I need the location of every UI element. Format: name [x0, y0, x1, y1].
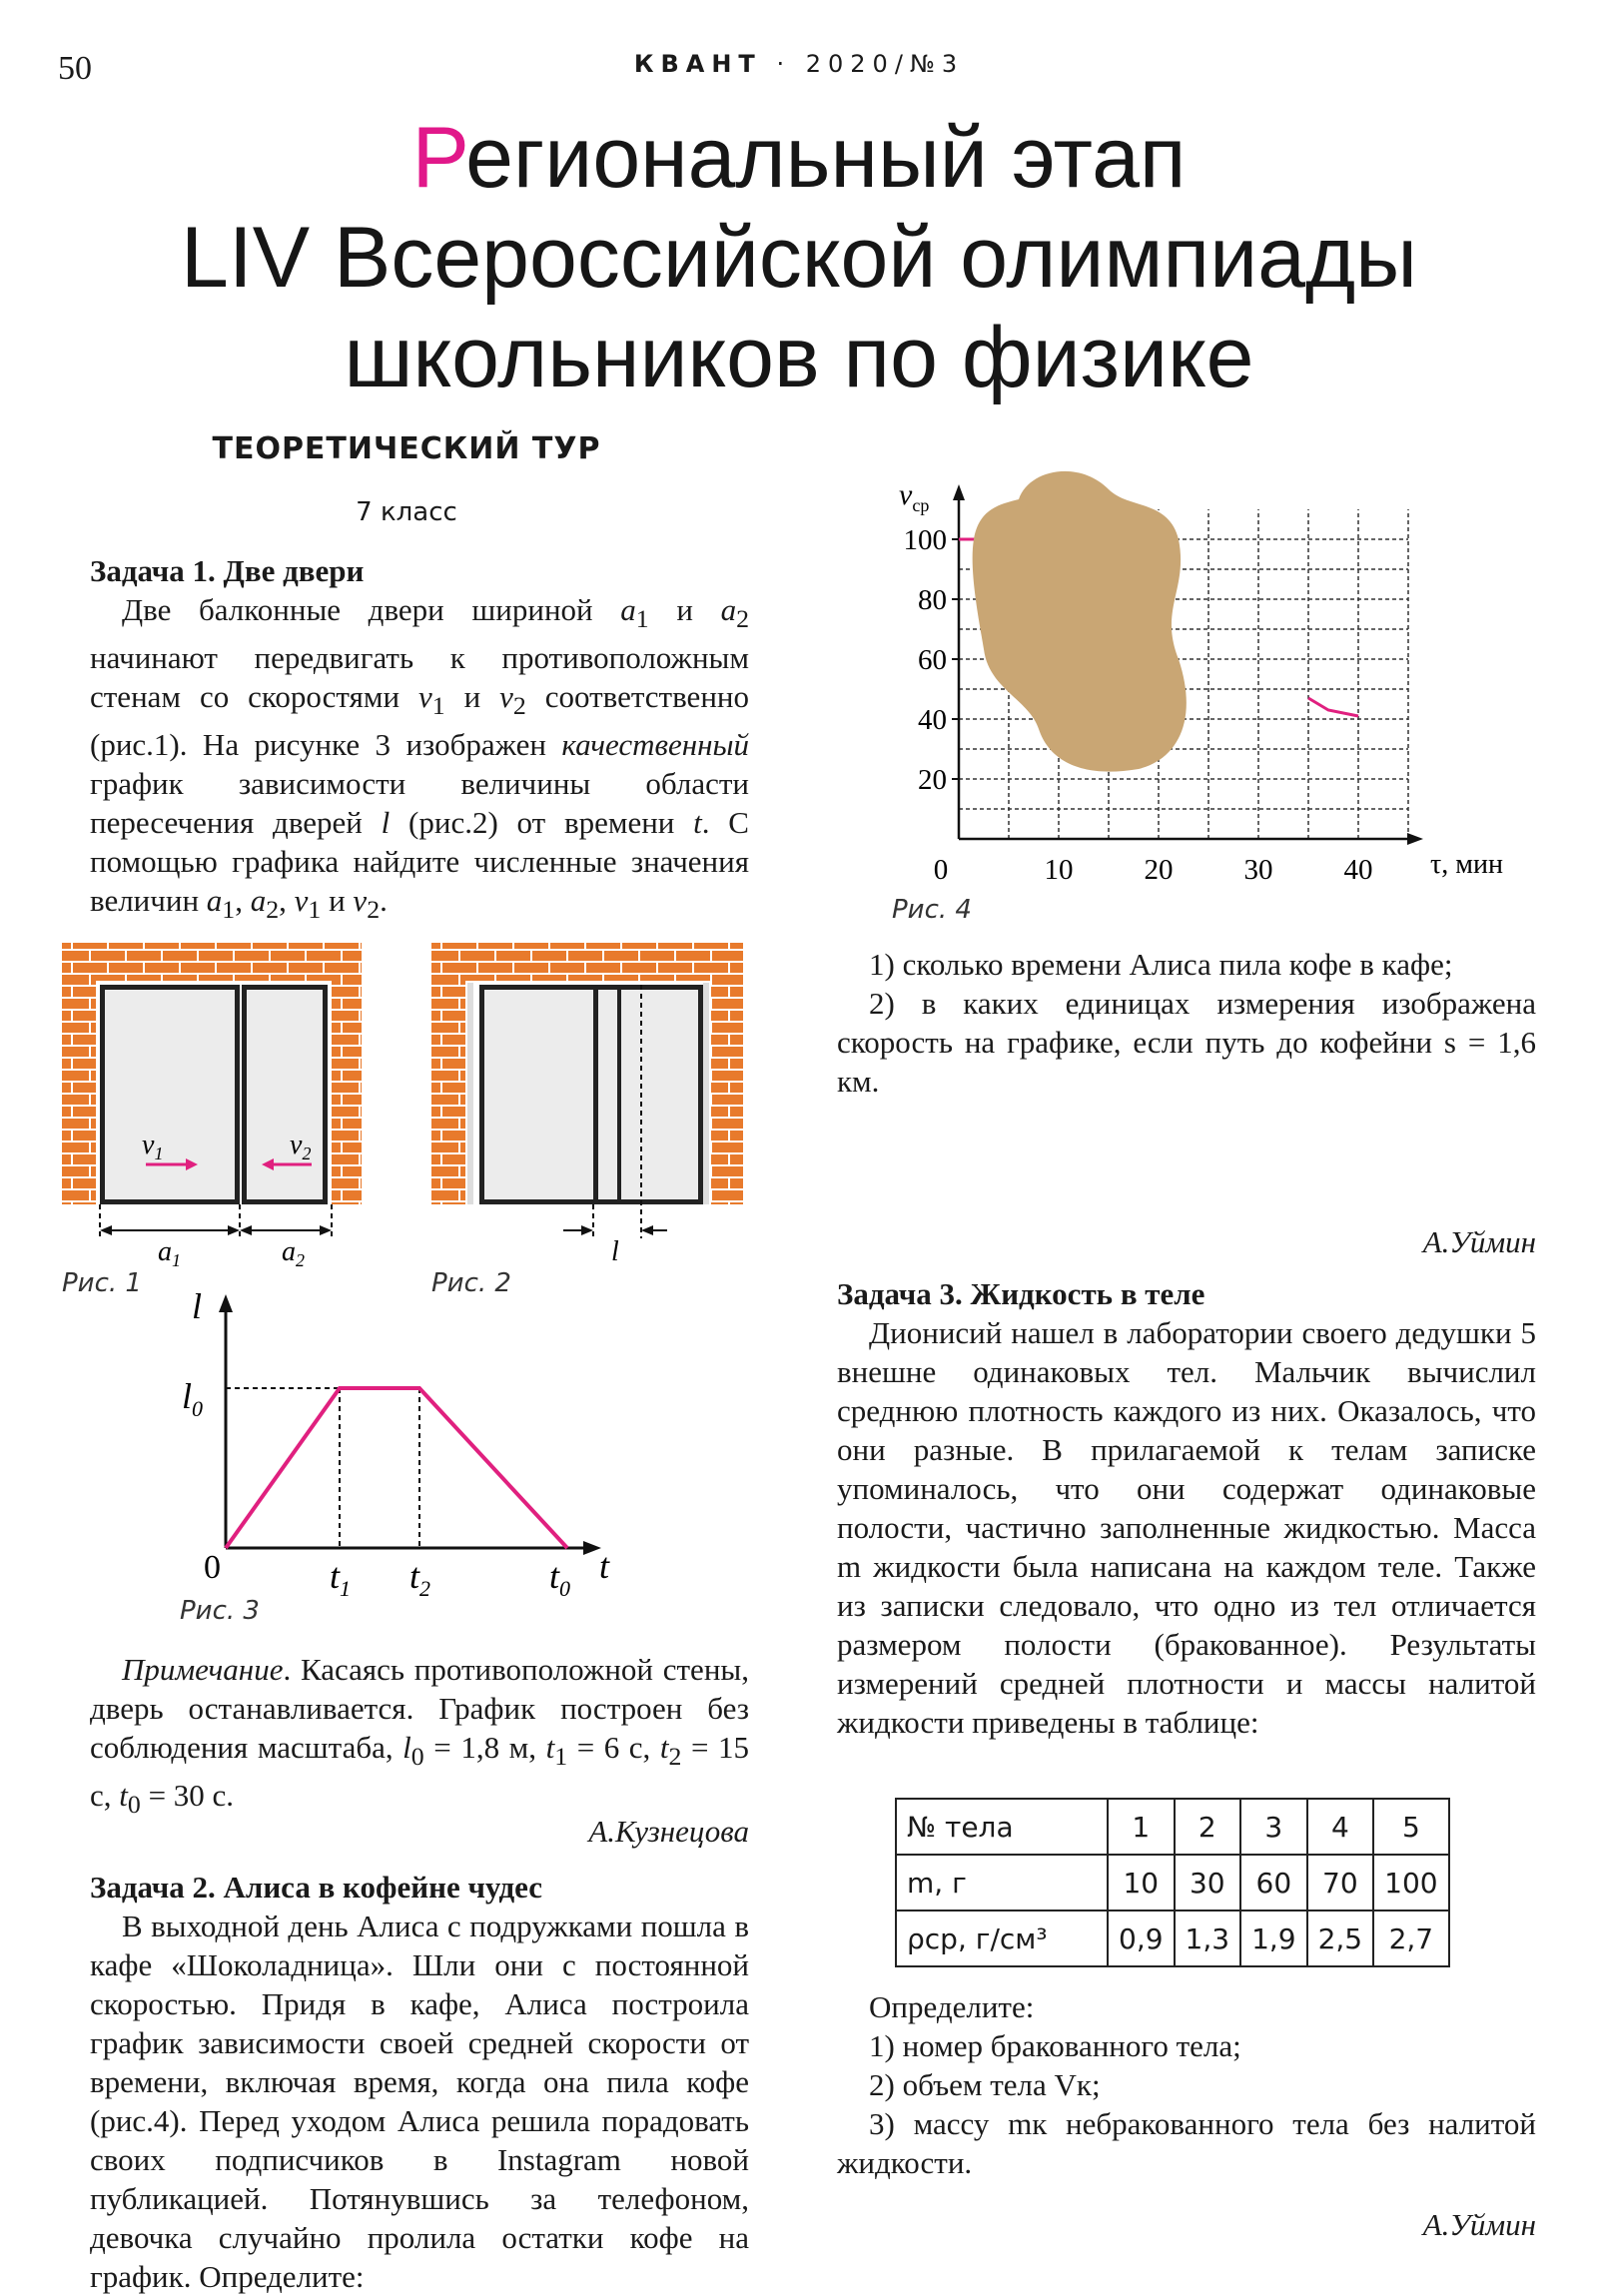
title-line2: LIV Всероссийской олимпиады [181, 210, 1417, 306]
grade-heading: 7 класс [356, 497, 457, 527]
table-header-label: № тела [896, 1799, 1108, 1855]
fig3-caption: Рис. 3 [180, 1596, 260, 1626]
title-line3: школьников по физике [344, 310, 1254, 405]
table-row: ρср, г/см³ 0,9 1,3 1,9 2,5 2,7 [896, 1911, 1449, 1966]
task2-q1: 1) сколько времени Алиса пила кофе в кафе; [869, 947, 1453, 982]
page-number: 50 [58, 50, 92, 87]
label-l0: $l_0$ [182, 1376, 204, 1421]
density-label: ρср, г/см³ [896, 1911, 1108, 1966]
table-row: m, г 10 30 60 70 100 [896, 1855, 1449, 1911]
y-tick-label: 60 [918, 644, 947, 676]
determine-label: Определите: [869, 1989, 1035, 2024]
task1-text: Две балконные двери шириной $a_1$ и $a_2$ начинают передвигать к противоположным стенам со скоростями $v_1$ и $v_2$ соответственно (рис.1). На рисунке 3 изображен качественный график зависимости величины области пересечения дверей l (рис.2) от времени t. С помощью графика найдите численные значения величин $a_1$, $a_2$, $v_1$ и $v_2$. [90, 592, 750, 925]
door-right [598, 990, 698, 1199]
label-v2: $v_2$ [290, 1130, 312, 1163]
task2-q2: 2) в каких единицах измерения изображена скорость на графике, если путь до кофейни s = 1,6 км. [837, 986, 1536, 1099]
task1-heading: Задача 1. Две двери [90, 553, 365, 588]
origin-label: 0 [204, 1549, 221, 1586]
running-header [0, 50, 1598, 78]
italic-word: качественный [561, 727, 749, 763]
x-tick-label: 40 [1343, 854, 1373, 886]
origin-label: 0 [933, 854, 949, 886]
note-label: Примечание [122, 1652, 284, 1687]
series-line [1308, 698, 1358, 716]
task1-author: А.Кузнецова [588, 1814, 749, 1849]
label-t1: $t_1$ [330, 1556, 352, 1601]
task2-heading: Задача 2. Алиса в кофейне чудес [90, 1870, 543, 1905]
task2-author: А.Уймин [1422, 1224, 1536, 1259]
task3-para: Дионисий нашел в лаборатории своего дедушки 5 внешне одинаковых тел. Мальчик вычислил среднюю плотность каждого из них. Оказалось, что они разные. В прилагаемой к телам записке упоминалось, что они содержат одинаковые полости, частично заполненные жидкостью. Масса m жидкости была написана на каждом теле. Также из записки следовало, что одно из тел отличается размером полости (бракованное). Результаты измерений средней плотности и массы налитой жидкости приведены в таблице: [837, 1315, 1536, 1740]
figure-4-chart [879, 459, 1518, 899]
task2-block [90, 1868, 749, 2294]
task2-para: В выходной день Алиса с подружками пошла в кафе «Шоколадница». Шли они с постоянной скоростью. Придя в кафе, Алиса построила график зависимости своей средней скорости от времени, включая время, когда она пила кофе (рис.4). Перед уходом Алиса решила порадовать своих подписчиков в Instagram новой публикацией. Потянувшись за телефоном, девочка случайно пролила остатки кофе на график. Определите: [90, 1909, 749, 2294]
axis-t-label: t [599, 1546, 610, 1586]
x-axis-arrow [1407, 833, 1423, 845]
task3-q3: 3) массу mк небракованного тела без налитой жидкости. [837, 2106, 1536, 2180]
l-of-t-curve [226, 1388, 567, 1548]
task3-questions [837, 1987, 1536, 2182]
task2-continuation [837, 945, 1536, 1101]
axis-l-label: l [192, 1286, 203, 1326]
task3-q2: 2) объем тела Vк; [869, 2067, 1101, 2102]
y-tick-label: 100 [903, 524, 947, 556]
label-a2: $a_2$ [282, 1236, 305, 1270]
article-title [0, 108, 1598, 407]
y-tick-label: 20 [918, 764, 947, 796]
mass-label: m, г [896, 1855, 1108, 1911]
task3-block [837, 1274, 1536, 1742]
title-line1: егиональный этап [465, 110, 1187, 206]
magazine-name: КВАНТ [633, 50, 762, 78]
x-tick-label: 10 [1044, 854, 1074, 886]
x-axis-label: τ, мин [1430, 849, 1503, 880]
x-tick-label: 20 [1144, 854, 1174, 886]
label-t2: $t_2$ [409, 1556, 431, 1601]
task1-block [90, 551, 749, 930]
label-a1: $a_1$ [158, 1236, 181, 1270]
issue-number: 2020/№3 [805, 50, 965, 78]
y-axis-arrow [953, 484, 965, 500]
fig1-caption: Рис. 1 [62, 1268, 142, 1298]
x-tick-label: 30 [1243, 854, 1273, 886]
title-initial: Р [411, 110, 466, 206]
label-l: l [611, 1236, 619, 1267]
coffee-stain [973, 471, 1187, 772]
figure-1 [62, 939, 372, 1270]
label-t0: $t_0$ [549, 1556, 571, 1601]
header-separator: · [776, 50, 792, 78]
fig4-caption: Рис. 4 [892, 895, 972, 925]
task1-note: Примечание. Касаясь противоположной стены, дверь останавливается. График построен без соблюдения масштаба, $l_0 = 1,8$ м, $t_1 = 6$ с, $t_2 = 15$ с, $t_0 = 30$ с. [90, 1652, 750, 1820]
y-tick-label: 40 [918, 704, 947, 736]
y-axis-label: $v_{ср}$ [899, 478, 930, 515]
y-tick-label: 80 [918, 584, 947, 616]
figure-2 [431, 939, 751, 1267]
task3-heading: Задача 3. Жидкость в теле [837, 1276, 1205, 1311]
figure-3 [170, 1288, 629, 1608]
task3-q1: 1) номер бракованного тела; [869, 2028, 1241, 2063]
door-right [247, 990, 323, 1199]
label-v1: $v_1$ [142, 1130, 164, 1163]
door-left [105, 990, 235, 1199]
fig2-caption: Рис. 2 [431, 1268, 511, 1298]
table-row: № тела 1 2 3 4 5 [896, 1799, 1449, 1855]
task3-author: А.Уймин [1422, 2207, 1536, 2242]
tour-heading: ТЕОРЕТИЧЕСКИЙ ТУР [212, 431, 601, 466]
results-table [895, 1798, 1450, 1967]
